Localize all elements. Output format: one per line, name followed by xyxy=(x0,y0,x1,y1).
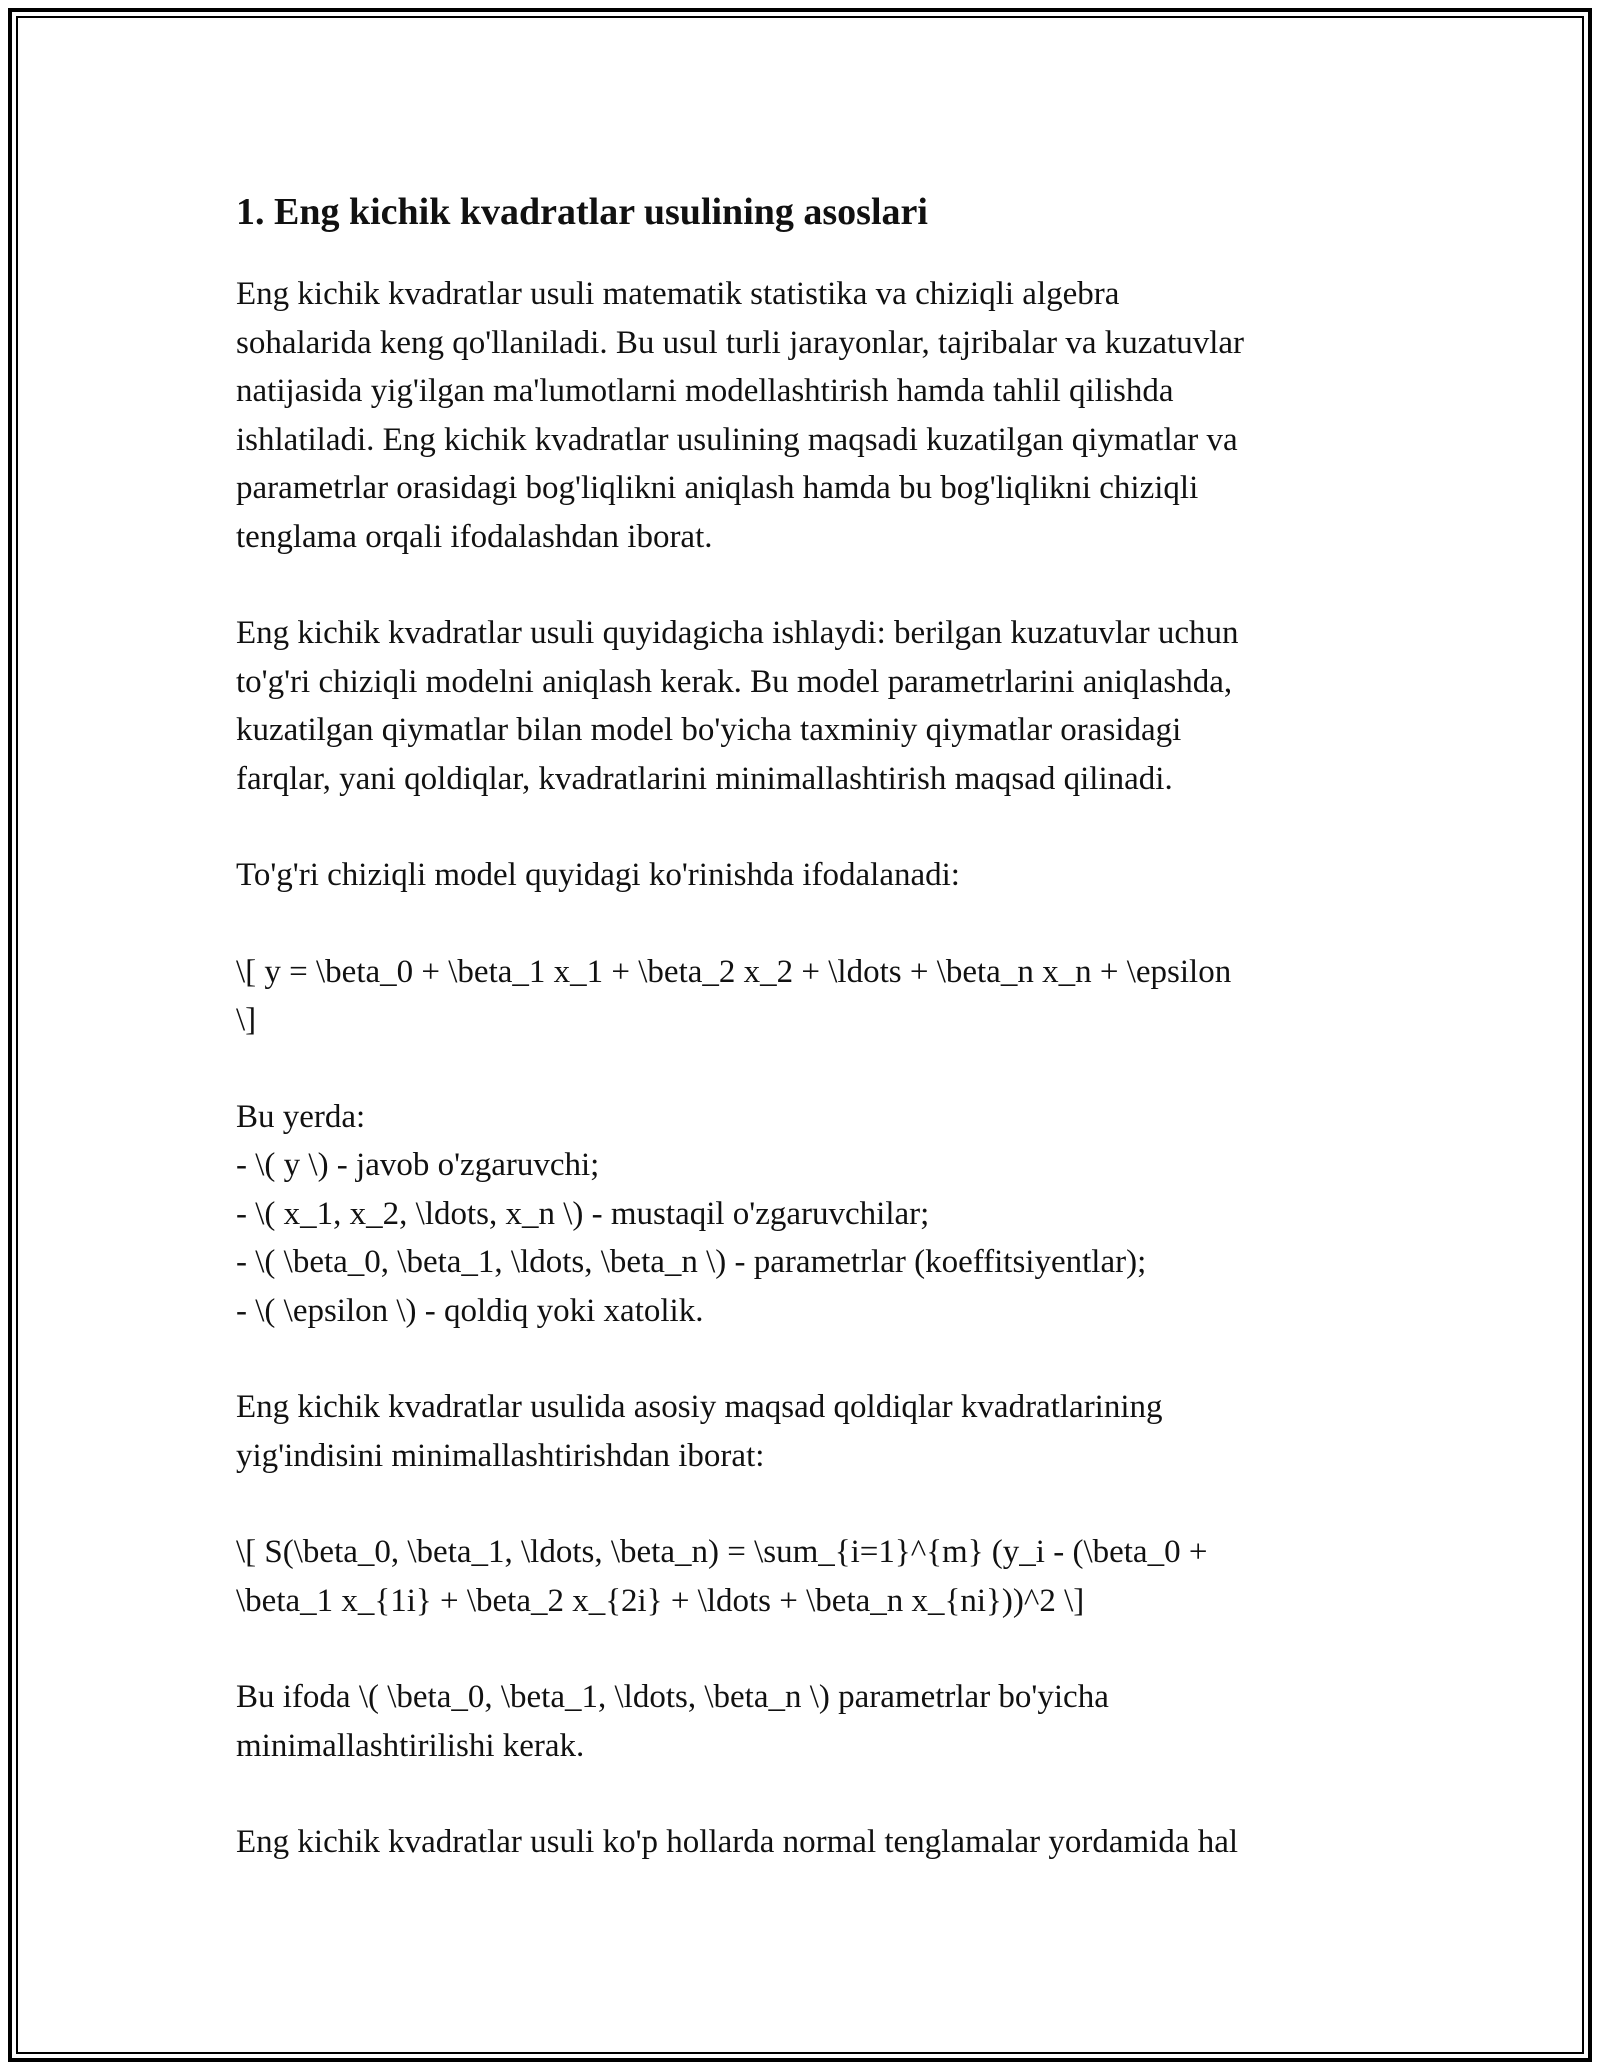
text-line: to'g'ri chiziqli modelni aniqlash kerak. Bu model parametrlarini aniqlashda, xyxy=(236,663,1233,700)
text-line: sohalarida keng qo'llaniladi. Bu usul turli jarayonlar, tajribalar va kuzatuvlar xyxy=(236,324,1245,361)
text-line: \[ S(\beta_0, \beta_1, \ldots, \beta_n) = \sum_{i=1}^{m} (y_i - (\beta_0 + xyxy=(236,1534,1208,1570)
text-line: Eng kichik kvadratlar usuli matematik statistika va chiziqli algebra xyxy=(236,276,1120,312)
paragraph xyxy=(236,1093,1376,1336)
text-line: - \( \beta_0, \beta_1, \ldots, \beta_n \) - parametrlar (koeffitsiyentlar); xyxy=(236,1244,1147,1280)
text-line: farqlar, yani qoldiqlar, kvadratlarini minimallashtirish maqsad qilinadi. xyxy=(236,760,1173,797)
text-line: minimallashtirilishi kerak. xyxy=(236,1727,585,1764)
paragraph xyxy=(236,270,1376,561)
text-line: Eng kichik kvadratlar usulida asosiy maqsad qoldiqlar kvadratlarining xyxy=(236,1389,1163,1425)
paragraph xyxy=(236,1818,1376,1867)
text-line: Bu ifoda \( \beta_0, \beta_1, \ldots, \beta_n \) parametrlar bo'yicha xyxy=(236,1679,1109,1715)
text-line: yig'indisini minimallashtirishdan iborat: xyxy=(236,1437,765,1474)
text-line: natijasida yig'ilgan ma'lumotlarni modellashtirish hamda tahlil qilishda xyxy=(236,373,1174,409)
text-line: \] xyxy=(236,1002,257,1038)
text-line: parametrlar orasidagi bog'liqlikni aniqlash hamda bu bog'liqlikni chiziqli xyxy=(236,470,1199,506)
text-line: kuzatilgan qiymatlar bilan model bo'yicha taxminiy qiymatlar orasidagi xyxy=(236,712,1182,748)
paragraph xyxy=(236,1383,1376,1480)
paragraph xyxy=(236,948,1376,1045)
paragraphs xyxy=(236,270,1376,1867)
text-line: \beta_1 x_{1i} + \beta_2 x_{2i} + \ldots + \beta_n x_{ni}))^2 \] xyxy=(236,1582,1085,1619)
text-line: \[ y = \beta_0 + \beta_1 x_1 + \beta_2 x_2 + \ldots + \beta_n x_n + \epsilon xyxy=(236,953,1232,990)
document-body xyxy=(236,186,1376,1915)
paragraph xyxy=(236,851,1376,900)
text-line: - \( x_1, x_2, \ldots, x_n \) - mustaqil o'zgaruvchilar; xyxy=(236,1195,930,1232)
text-line: ishlatiladi. Eng kichik kvadratlar usulining maqsadi kuzatilgan qiymatlar va xyxy=(236,421,1238,458)
text-line: Bu yerda: xyxy=(236,1098,366,1135)
text-line: tenglama orqali ifodalashdan iborat. xyxy=(236,518,713,555)
paragraph xyxy=(236,609,1376,803)
text-line: Eng kichik kvadratlar usuli ko'p hollarda normal tenglamalar yordamida hal xyxy=(236,1824,1239,1860)
section-heading: 1. Eng kichik kvadratlar usulining asoslari xyxy=(236,191,928,233)
text-line: To'g'ri chiziqli model quyidagi ko'rinishda ifodalanadi: xyxy=(236,857,960,893)
text-line: Eng kichik kvadratlar usuli quyidagicha ishlaydi: berilgan kuzatuvlar uchun xyxy=(236,615,1239,651)
paragraph xyxy=(236,1673,1376,1770)
paragraph xyxy=(236,1528,1376,1625)
text-line: - \( y \) - javob o'zgaruvchi; xyxy=(236,1147,600,1183)
text-line: - \( \epsilon \) - qoldiq yoki xatolik. xyxy=(236,1292,704,1329)
